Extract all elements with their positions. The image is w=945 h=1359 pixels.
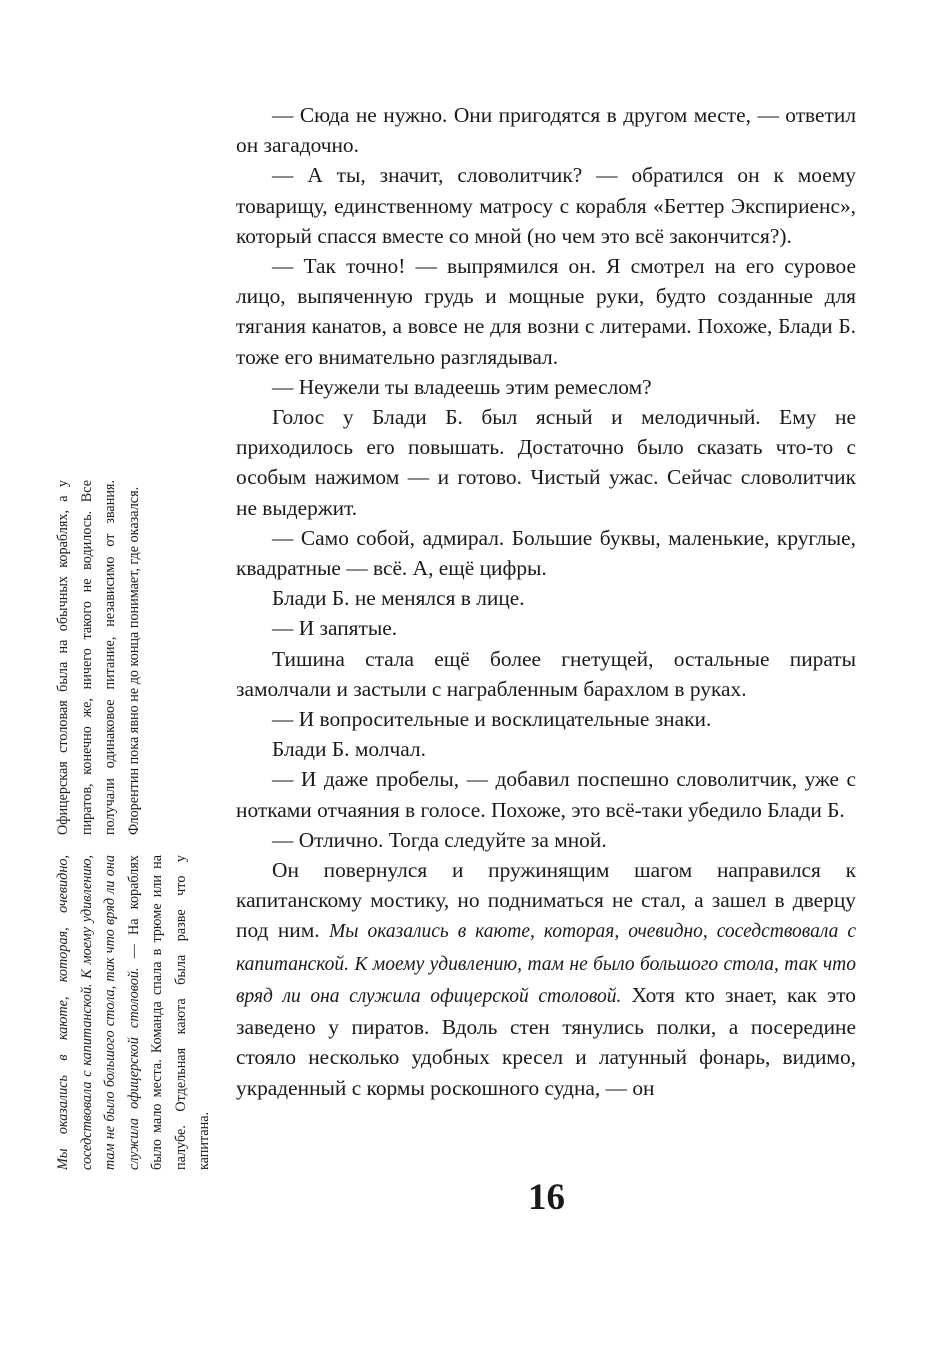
paragraph: Голос у Блади Б. был ясный и мелодичный. Ему не приходилось его повышать. Достаточно было сказать что-то с особым нажимом — и готово. Чистый ужас. Сейчас словолитчик не выдержит. xyxy=(236,405,856,520)
paragraph-last-start: Он повернулся и пружинящим шагом направился к капитанскому мостику, но подниматься не стал, а зашел в дверцу под ним. xyxy=(236,858,856,943)
paragraph: Тишина стала ещё более гнетущей, остальные пираты замолчали и застыли с награбленным барахлом в руках. xyxy=(236,646,856,701)
sidebar-note-rotated xyxy=(52,480,212,1170)
paragraph: Блади Б. не менялся в лице. xyxy=(272,586,525,611)
paragraph: — Отлично. Тогда следуйте за мной. xyxy=(272,827,607,852)
paragraph: Блади Б. молчал. xyxy=(272,737,426,762)
paragraph: — И вопросительные и восклицательные знаки. xyxy=(272,707,712,732)
paragraph-last-italic: Мы оказались в каюте, которая, очевидно, соседствовала с капитанской. К моему удивлению, там не было большого стола, так что вряд ли она служила офицерской столовой. xyxy=(236,921,856,1007)
sidebar-note-top-column: Офицерская столовая была на обычных кораблях, а у пиратов, конечно же, ничего такого не водилось. Все получали одинаковое питание, независимо от звания. Флорентин пока явно не до конца понимает, где оказался. xyxy=(55,480,142,835)
paragraph-last xyxy=(236,855,856,1103)
paragraph: — Так точно! — выпрямился он. Я смотрел на его суровое лицо, выпяченную грудь и мощные руки, будто созданные для тягания канатов, а вовсе не для возни с литерами. Похоже, Блади Б. тоже его внимательно разглядывал. xyxy=(236,254,856,369)
paragraph: — А ты, значит, словолитчик? — обратился он к моему товарищу, единственному матросу с корабля «Беттер Экспириенс», который спасся вместе со мной (но чем это всё закончится?). xyxy=(236,163,856,248)
paragraph: — Неужели ты владеешь этим ремеслом? xyxy=(272,374,652,399)
page-number: 16 xyxy=(528,1177,565,1218)
sidebar-note-comment: — На кораблях было мало места. Команда спала в трюме или на палубе. Отдельная каюта была разве что у капитана. xyxy=(125,855,212,1170)
paragraph: — И даже пробелы, — добавил поспешно словолитчик, уже с нотками отчаяния в голосе. Похоже, это всё-таки убедило Блади Б. xyxy=(236,767,856,822)
sidebar-note-quote: Мы оказались в каюте, которая, очевидно, соседствовала с капитанской. К моему удивлению, там не было большого стола, так что вряд ли она служила офицерской столовой. xyxy=(55,855,142,1170)
paragraph: — И запятые. xyxy=(272,616,398,641)
paragraph: — Сюда не нужно. Они пригодятся в другом месте, — ответил он загадочно. xyxy=(236,103,856,158)
sidebar-note-bottom-column xyxy=(52,855,217,1170)
paragraph-last-end: Хотя кто знает, как это заведено у пиратов. Вдоль стен тянулись полки, а посередине стояло несколько удобных кресел и латунный фонарь, видимо, украденный с кормы роскошного судна, — он xyxy=(236,982,856,1100)
paragraph: — Само собой, адмирал. Большие буквы, маленькие, круглые, квадратные — всё. А, ещё цифры. xyxy=(236,525,856,581)
